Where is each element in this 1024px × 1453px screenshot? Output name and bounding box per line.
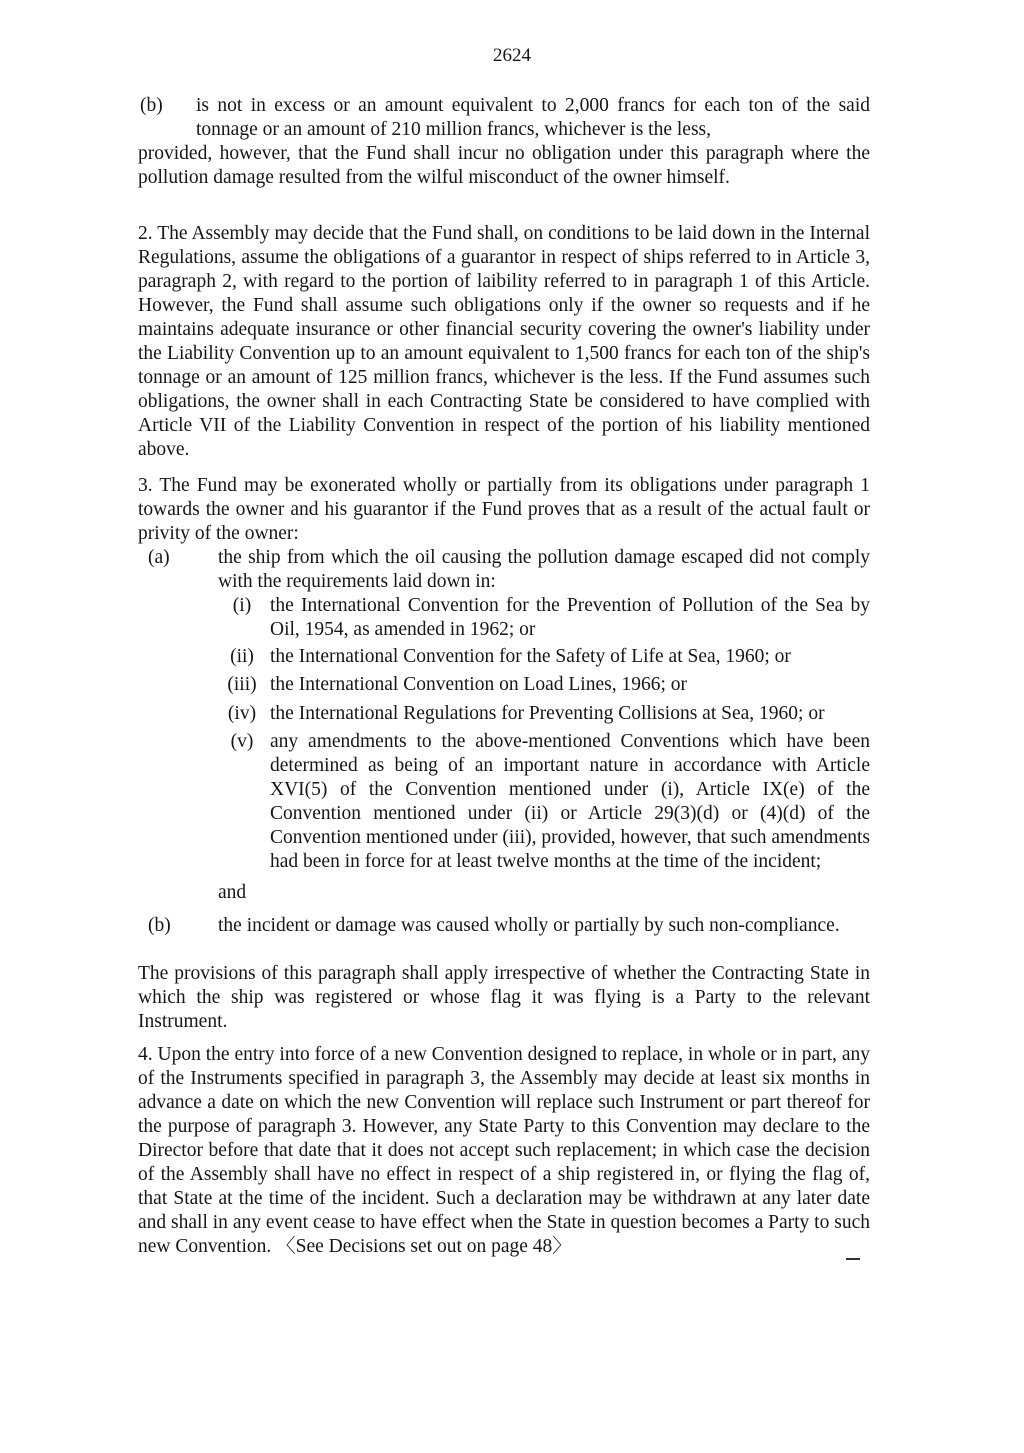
para3-item-b: [148, 914, 870, 938]
para1-item-b-text: is not in excess or an amount equivalent to 2,000 francs for each ton of the said tonnage or an amount of 210 million francs, whichever is the less,: [196, 95, 870, 140]
subitem-text: the International Convention on Load Lines, 1966; or: [270, 674, 687, 695]
para1-proviso-text: provided, however, that the Fund shall incur no obligation under this paragraph where the pollution damage resulted from the wilful misconduct of the owner himself.: [138, 143, 870, 188]
subitem-text: the International Regulations for Preventing Collisions at Sea, 1960; or: [270, 703, 825, 724]
subitem-label: (ii): [230, 646, 254, 667]
and-connector: and: [218, 882, 247, 903]
paragraph-3-intro-text: 3. The Fund may be exonerated wholly or partially from its obligations under paragraph 1 towards the owner and his guarantor if the Fund proves that as a result of the actual fault or privity of the owner:: [138, 475, 870, 544]
paragraph-4: [138, 1043, 870, 1259]
para3-subitem-iii: [218, 673, 870, 697]
subitem-label: (v): [230, 731, 254, 752]
para3-item-a: [148, 546, 870, 594]
para1-item-b: [138, 94, 870, 142]
para3-item-b-label: (b): [148, 915, 171, 936]
para3-subitem-iv: [218, 702, 870, 726]
para3-item-b-text: the incident or damage was caused wholly or partially by such non-compliance.: [218, 915, 840, 936]
subitem-label: (i): [232, 595, 252, 616]
para3-item-a-label: (a): [148, 547, 170, 568]
paragraph-2: [138, 222, 870, 462]
para1-item-b-label: (b): [140, 95, 163, 116]
paragraph-3-closing-text: The provisions of this paragraph shall apply irrespective of whether the Contracting State in which the ship was registered or whose flag it was flying is a Party to the relevant Instrument.: [138, 963, 870, 1032]
paragraph-3-intro: [138, 474, 870, 546]
subitem-label: (iv): [227, 703, 257, 724]
para3-subitem-ii: [218, 645, 870, 669]
page-number: 2624: [493, 45, 531, 66]
page-end-dash: [846, 1258, 860, 1260]
para3-subitem-v: [218, 730, 870, 874]
subitem-label: (iii): [227, 674, 257, 695]
paragraph-4-text: 4. Upon the entry into force of a new Convention designed to replace, in whole or in part, any of the Instruments specified in paragraph 3, the Assembly may decide at least six months in advance a date on which the new Convention will replace such Instrument or part thereof for the purpose of paragraph 3. However, any State Party to this Convention may declare to the Director before that date that it does not accept such replacement; in which case the decision of the Assembly shall have no effect in respect of a ship registered in, or flying the flag of, that State at the time of the incident. Such a declaration may be withdrawn at any later date and shall in any event cease to have effect when the State in question becomes a Party to such new Convention. 〈See Decisions set out on page 48〉: [138, 1044, 870, 1257]
paragraph-3-closing: [138, 962, 870, 1034]
para3-item-a-text: the ship from which the oil causing the pollution damage escaped did not comply with the requirements laid down in:: [218, 547, 870, 592]
paragraph-2-text: 2. The Assembly may decide that the Fund shall, on conditions to be laid down in the Internal Regulations, assume the obligations of a guarantor in respect of ships referred to in Article 3, paragraph 2, with regard to the portion of laibility referred to in paragraph 1 of this Article. However, the Fund shall assume such obligations only if the owner so requests and if he maintains adequate insurance or other financial security covering the owner's liability under the Liability Convention up to an amount equivalent to 1,500 francs for each ton of the ship's tonnage or an amount of 125 million francs, whichever is the less. If the Fund assumes such obligations, the owner shall in each Contracting State be considered to have complied with Article VII of the Liability Convention in respect of the portion of his liability mentioned above.: [138, 223, 870, 460]
para3-subitem-i: [218, 594, 870, 642]
subitem-text: the International Convention for the Prevention of Pollution of the Sea by Oil, 1954, as amended in 1962; or: [270, 595, 870, 640]
subitem-text: the International Convention for the Safety of Life at Sea, 1960; or: [270, 646, 791, 667]
para1-proviso: [138, 142, 870, 190]
subitem-text: any amendments to the above-mentioned Conventions which have been determined as being of an important nature in accordance with Article XVI(5) of the Convention mentioned under (i), Article IX(e) of the Convention mentioned under (ii) or Article 29(3)(d) or (4)(d) of the Convention mentioned under (iii), provided, however, that such amendments had been in force for at least twelve months at the time of the incident;: [270, 731, 870, 872]
